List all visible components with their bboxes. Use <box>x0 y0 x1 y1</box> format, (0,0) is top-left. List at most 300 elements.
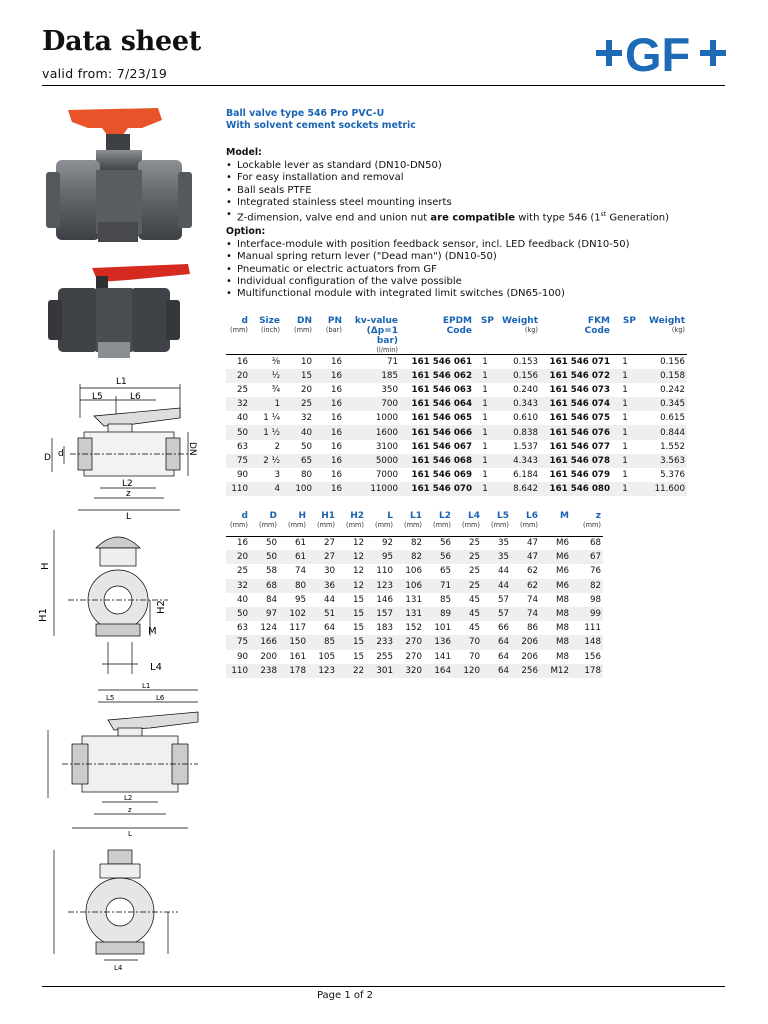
table-row <box>226 468 687 482</box>
table-cell: 71 <box>424 579 453 593</box>
table-cell: 1 <box>612 369 638 383</box>
table-cell: 10 <box>300 356 312 367</box>
table-cell: 0.343 <box>496 397 540 411</box>
table-cell: 50 <box>226 425 250 439</box>
label-M: M <box>148 626 157 637</box>
table-cell: 161 546 073 <box>549 384 610 395</box>
label-L5: L5 <box>92 392 103 402</box>
table-cell: M12 <box>540 664 571 678</box>
product-title <box>226 108 416 133</box>
table-cell: 8.642 <box>496 482 540 496</box>
table-cell: 1 <box>250 397 282 411</box>
table-cell: 12 <box>352 566 364 577</box>
column-header: EPDM Code <box>442 316 472 336</box>
label-L5-small: L5 <box>106 694 115 702</box>
table-cell: 82 <box>395 550 424 564</box>
table-cell: 5000 <box>344 454 400 468</box>
label-H2: H2 <box>156 600 167 614</box>
table-cell: 206 <box>521 651 538 662</box>
table-cell: 25 <box>236 566 248 577</box>
table-cell: 12 <box>352 538 364 549</box>
table-cell: 16 <box>236 356 248 367</box>
table-cell: 32 <box>226 397 250 411</box>
table-cell: 11000 <box>344 482 400 496</box>
label-DN: DN <box>187 442 197 456</box>
table-cell: 0.242 <box>660 384 685 395</box>
table-row <box>226 355 687 369</box>
table-cell: 1 <box>612 482 638 496</box>
table-cell: 110 <box>376 566 393 577</box>
table-cell: 256 <box>511 664 540 678</box>
table-cell: M8 <box>540 607 571 621</box>
table-cell: 206 <box>511 635 540 649</box>
table-cell: 161 546 070 <box>400 482 474 496</box>
table-cell: 110 <box>226 482 250 496</box>
table-cell: 75 <box>226 635 250 649</box>
table-cell: 700 <box>344 397 400 411</box>
table-cell: 25 <box>282 397 314 411</box>
table-cell: 47 <box>511 550 540 564</box>
table-cell: 123 <box>308 664 337 678</box>
table-cell: 99 <box>571 607 603 621</box>
table-cell: 6.184 <box>513 470 538 481</box>
table-cell: 20 <box>226 369 250 383</box>
table-cell: 0.838 <box>496 425 540 439</box>
table-cell: 320 <box>395 664 424 678</box>
list-item: • Interface-module with position feedback sensor, incl. LED feedback (DN10-50) <box>226 239 630 251</box>
table-cell: 80 <box>300 470 312 481</box>
table-row <box>226 607 603 621</box>
table-cell: 25 <box>453 579 482 593</box>
table-cell: M6 <box>555 538 569 549</box>
table-row <box>226 425 687 439</box>
table-cell: 1 <box>474 482 496 496</box>
column-header: L4 (mm) <box>462 511 480 529</box>
table-cell: 161 546 061 <box>411 356 472 367</box>
table-cell: M6 <box>540 550 571 564</box>
label-L4: L4 <box>150 662 162 673</box>
table-cell: 161 546 078 <box>540 454 612 468</box>
table-cell: 183 <box>376 623 393 634</box>
table-cell: 68 <box>250 579 279 593</box>
table-cell: 0.240 <box>513 384 538 395</box>
table-cell: 16 <box>314 482 344 496</box>
table-cell: 75 <box>226 454 250 468</box>
table-cell: 100 <box>282 482 314 496</box>
column-header: SP <box>480 316 494 326</box>
label-z: z <box>126 489 131 499</box>
table-cell: 161 546 077 <box>549 441 610 452</box>
table-cell: 161 <box>289 651 306 662</box>
table-cell: 32 <box>226 579 250 593</box>
table-cell: 1600 <box>344 425 400 439</box>
table-cell: 76 <box>589 566 601 577</box>
column-header: L2 (mm) <box>433 511 451 529</box>
table-cell: 131 <box>395 607 424 621</box>
table-cell: 66 <box>497 623 509 634</box>
table-cell: 68 <box>589 538 601 549</box>
table-cell: 233 <box>366 635 395 649</box>
table-cell: 64 <box>482 635 511 649</box>
table-cell: 178 <box>571 664 603 678</box>
table-row <box>226 650 603 664</box>
table-cell: 15 <box>352 651 364 662</box>
column-header: Size (inch) <box>259 316 280 334</box>
table-cell: 270 <box>405 651 422 662</box>
table-cell: 90 <box>236 470 248 481</box>
table-cell: 32 <box>300 413 312 424</box>
table-cell: 27 <box>308 550 337 564</box>
table-cell: 50 <box>250 550 279 564</box>
label-L1-small: L1 <box>142 682 151 690</box>
table-cell: 1 <box>482 356 488 367</box>
header-divider <box>42 85 725 86</box>
table-cell: 89 <box>424 607 453 621</box>
column-header: SP <box>622 316 636 326</box>
table-cell: ¾ <box>271 384 280 395</box>
table-cell: 3100 <box>375 441 398 452</box>
table-cell: 270 <box>395 635 424 649</box>
page-title: Data sheet <box>42 26 201 57</box>
table-row <box>226 397 687 411</box>
table-cell: 1 <box>622 356 628 367</box>
table-cell: 98 <box>589 594 601 605</box>
column-header: FKM Code <box>584 316 610 336</box>
table-cell: 15 <box>352 623 364 634</box>
table-cell: M6 <box>540 579 571 593</box>
table-cell: 74 <box>294 566 306 577</box>
table-cell: 178 <box>279 664 308 678</box>
table-cell: 16 <box>330 356 342 367</box>
table-cell: 102 <box>279 607 308 621</box>
table-cell: 1 <box>622 384 628 395</box>
table-cell: M8 <box>555 623 569 634</box>
list-item: • Ball seals PTFE <box>226 185 669 197</box>
table-cell: 148 <box>571 635 603 649</box>
column-header: H2 (mm) <box>346 511 364 529</box>
table-cell: 56 <box>439 538 451 549</box>
table-cell: 74 <box>526 594 538 605</box>
table-cell: 12 <box>337 579 366 593</box>
table-cell: 1 <box>474 425 496 439</box>
table-cell: 47 <box>526 538 538 549</box>
table-cell: 141 <box>434 651 451 662</box>
table-cell: 25 <box>236 384 248 395</box>
table-row <box>226 579 603 593</box>
page-number: Page 1 of 2 <box>316 990 374 1001</box>
table-cell: 85 <box>439 594 451 605</box>
table-cell: 0.153 <box>513 356 538 367</box>
column-header: M <box>560 511 569 521</box>
label-d: d <box>58 449 64 459</box>
column-header: H1 (mm) <box>317 511 335 529</box>
table-cell: 350 <box>381 384 398 395</box>
table-cell: 45 <box>468 623 480 634</box>
table-cell: 0.610 <box>513 413 538 424</box>
table-cell: 301 <box>366 664 395 678</box>
table-row <box>226 383 687 397</box>
list-item: • Individual configuration of the valve possible <box>226 276 630 288</box>
table-cell: 45 <box>453 607 482 621</box>
table-cell: 0.156 <box>496 369 540 383</box>
list-item: • For easy installation and removal <box>226 172 669 184</box>
table-row <box>226 621 603 635</box>
table-cell: 51 <box>308 607 337 621</box>
table-cell: ⅜ <box>271 356 280 367</box>
label-L6: L6 <box>130 392 141 402</box>
table-header-row <box>226 316 687 355</box>
column-header: z (mm) <box>583 511 601 529</box>
table-cell: M6 <box>555 566 569 577</box>
table-cell: M8 <box>555 594 569 605</box>
table-cell: 1 <box>612 397 638 411</box>
product-title-line2: With solvent cement sockets metric <box>226 120 416 132</box>
table-cell: 1 <box>612 425 638 439</box>
table-row <box>226 440 687 454</box>
table-cell: 16 <box>314 397 344 411</box>
table-cell: 131 <box>405 594 422 605</box>
actuator-front-drawing <box>38 846 208 974</box>
label-L-small: L <box>128 830 132 838</box>
table-cell: 0.158 <box>638 369 687 383</box>
table-cell: 238 <box>250 664 279 678</box>
table-cell: 64 <box>497 651 509 662</box>
table-cell: 161 546 074 <box>540 397 612 411</box>
table-cell: 1 ½ <box>250 425 282 439</box>
table-cell: 185 <box>344 369 400 383</box>
table-cell: 161 546 080 <box>540 482 612 496</box>
label-H: H <box>40 562 51 570</box>
column-header: L1 (mm) <box>404 511 422 529</box>
table-cell: 1 <box>622 441 628 452</box>
table-row <box>226 664 603 678</box>
front-view-drawing <box>38 524 198 674</box>
table-cell: 166 <box>250 635 279 649</box>
label-z-small: z <box>128 806 132 814</box>
valve-photo-red-lever <box>38 258 198 368</box>
table-cell: 65 <box>439 566 451 577</box>
table-cell: 61 <box>294 538 306 549</box>
table-cell: 15 <box>352 594 364 605</box>
table-cell: 106 <box>395 579 424 593</box>
table-cell: 62 <box>526 566 538 577</box>
label-L6-small: L6 <box>156 694 165 702</box>
table-cell: 146 <box>376 594 393 605</box>
table-cell: 161 546 064 <box>400 397 474 411</box>
table-cell: 61 <box>279 550 308 564</box>
table-cell: 161 546 066 <box>400 425 474 439</box>
table-cell: 0.844 <box>638 425 687 439</box>
table-cell: 12 <box>337 550 366 564</box>
table-cell: 22 <box>337 664 366 678</box>
table-cell: 111 <box>584 623 601 634</box>
table-cell: 63 <box>236 441 248 452</box>
list-item: • Integrated stainless steel mounting inserts <box>226 197 669 209</box>
table-row <box>226 635 603 649</box>
table-row <box>226 536 603 550</box>
table-cell: 35 <box>497 538 509 549</box>
table-cell: 58 <box>265 566 277 577</box>
table-cell: 161 546 075 <box>549 413 610 424</box>
valid-from-date: valid from: 7/23/19 <box>42 66 168 81</box>
table-cell: 0.345 <box>638 397 687 411</box>
table-cell: 123 <box>366 579 395 593</box>
list-item: • Z-dimension, valve end and union nut are compatible with type 546 (1st Generation) <box>226 209 669 225</box>
column-header: Weight (kg) <box>502 316 538 334</box>
table-cell: 1 <box>622 470 628 481</box>
label-H1: H1 <box>38 608 49 622</box>
table-cell: 50 <box>300 441 312 452</box>
table-cell: 85 <box>308 635 337 649</box>
gf-logo <box>594 30 730 76</box>
table-cell: 16 <box>314 425 344 439</box>
table-cell: 16 <box>314 369 344 383</box>
table-cell: 36 <box>308 579 337 593</box>
table-cell: 82 <box>410 538 422 549</box>
column-header: L6 (mm) <box>520 511 538 529</box>
table-cell: 1 <box>474 397 496 411</box>
table-cell: 30 <box>323 566 335 577</box>
side-view-drawing <box>38 372 198 520</box>
option-list <box>226 239 630 300</box>
table-cell: 15 <box>282 369 314 383</box>
table-cell: 4 <box>250 482 282 496</box>
dimensions-table <box>226 511 603 678</box>
label-L: L <box>126 512 132 520</box>
column-header: DN (mm) <box>294 316 312 334</box>
table-cell: 44 <box>482 579 511 593</box>
table-cell: 56 <box>424 550 453 564</box>
table-cell: 255 <box>376 651 393 662</box>
table-cell: 16 <box>330 413 342 424</box>
table-cell: 15 <box>337 607 366 621</box>
table-cell: 97 <box>250 607 279 621</box>
table-cell: 35 <box>482 550 511 564</box>
table-cell: 105 <box>318 651 335 662</box>
table-cell: 7000 <box>375 470 398 481</box>
table-cell: 80 <box>279 579 308 593</box>
table-cell: 25 <box>453 550 482 564</box>
table-cell: 164 <box>424 664 453 678</box>
list-item: • Multifunctional module with integrated limit switches (DN65-100) <box>226 288 630 300</box>
table-cell: 16 <box>314 454 344 468</box>
footer-divider <box>42 986 725 987</box>
table-row <box>226 550 603 564</box>
table-cell: 40 <box>236 594 248 605</box>
table-cell: 40 <box>282 425 314 439</box>
table-cell: 101 <box>434 623 451 634</box>
column-header: Weight (kg) <box>649 316 685 334</box>
table-row <box>226 411 687 425</box>
table-cell: 44 <box>323 594 335 605</box>
table-cell: 161 546 063 <box>411 384 472 395</box>
list-item: • Manual spring return lever ("Dead man") (DN10-50) <box>226 251 630 263</box>
table-cell: 117 <box>289 623 306 634</box>
table-cell: 57 <box>482 607 511 621</box>
table-cell: 90 <box>236 651 248 662</box>
table-cell: 3 <box>274 470 280 481</box>
list-item: • Pneumatic or electric actuators from GF <box>226 264 630 276</box>
table-cell: 161 546 065 <box>411 413 472 424</box>
table-cell: 74 <box>511 607 540 621</box>
table-cell: 152 <box>405 623 422 634</box>
table-cell: 5.376 <box>660 470 685 481</box>
label-L2: L2 <box>122 479 133 489</box>
table-cell: 1.552 <box>660 441 685 452</box>
table-cell: 50 <box>265 538 277 549</box>
table-cell: 0.615 <box>660 413 685 424</box>
table-cell: 0.156 <box>660 356 685 367</box>
column-header: H (mm) <box>288 511 306 529</box>
table-cell: 3.563 <box>638 454 687 468</box>
table-row <box>226 593 603 607</box>
table-cell: 1 <box>482 470 488 481</box>
column-header: d (mm) <box>230 316 248 334</box>
label-L4-small: L4 <box>114 964 123 972</box>
table-cell: 161 546 079 <box>549 470 610 481</box>
table-cell: 200 <box>260 651 277 662</box>
table-cell: M8 <box>540 635 571 649</box>
table-cell: 161 546 076 <box>540 425 612 439</box>
table-cell: 156 <box>584 651 601 662</box>
table-cell: 120 <box>453 664 482 678</box>
column-header: PN (bar) <box>325 316 342 334</box>
table-cell: 65 <box>282 454 314 468</box>
table-cell: 11.600 <box>638 482 687 496</box>
table-header-row <box>226 511 603 536</box>
table-cell: 63 <box>236 623 248 634</box>
table-cell: 16 <box>236 538 248 549</box>
table-cell: 27 <box>323 538 335 549</box>
table-cell: 67 <box>571 550 603 564</box>
table-cell: 86 <box>526 623 538 634</box>
label-L1: L1 <box>116 377 127 387</box>
label-L2-small: L2 <box>124 794 133 802</box>
table-cell: 161 546 069 <box>411 470 472 481</box>
table-cell: 70 <box>453 635 482 649</box>
table-cell: 50 <box>226 607 250 621</box>
table-cell: 95 <box>294 594 306 605</box>
table-cell: 20 <box>300 384 312 395</box>
table-cell: 1 <box>474 454 496 468</box>
table-cell: 16 <box>330 384 342 395</box>
option-heading: Option: <box>226 226 266 237</box>
table-cell: 161 546 071 <box>549 356 610 367</box>
table-cell: 62 <box>511 579 540 593</box>
table-cell: 110 <box>226 664 250 678</box>
table-cell: 1000 <box>375 413 398 424</box>
table-cell: 150 <box>279 635 308 649</box>
column-header: d (mm) <box>230 511 248 529</box>
table-cell: 57 <box>497 594 509 605</box>
table-cell: 1 <box>474 369 496 383</box>
table-row <box>226 564 603 578</box>
table-cell: 1 <box>482 413 488 424</box>
table-cell: 92 <box>381 538 393 549</box>
table-cell: 25 <box>468 566 480 577</box>
table-row <box>226 454 687 468</box>
valve-photo-orange-lever <box>38 104 198 254</box>
table-cell: 84 <box>265 594 277 605</box>
table-cell: 1 ¼ <box>263 413 280 424</box>
table-cell: 16 <box>330 441 342 452</box>
svg-text:GF: GF <box>625 30 691 76</box>
table-row <box>226 482 687 496</box>
table-cell: 2 ½ <box>250 454 282 468</box>
table-cell: 4.343 <box>496 454 540 468</box>
table-cell: ½ <box>250 369 282 383</box>
table-cell: 1 <box>612 454 638 468</box>
